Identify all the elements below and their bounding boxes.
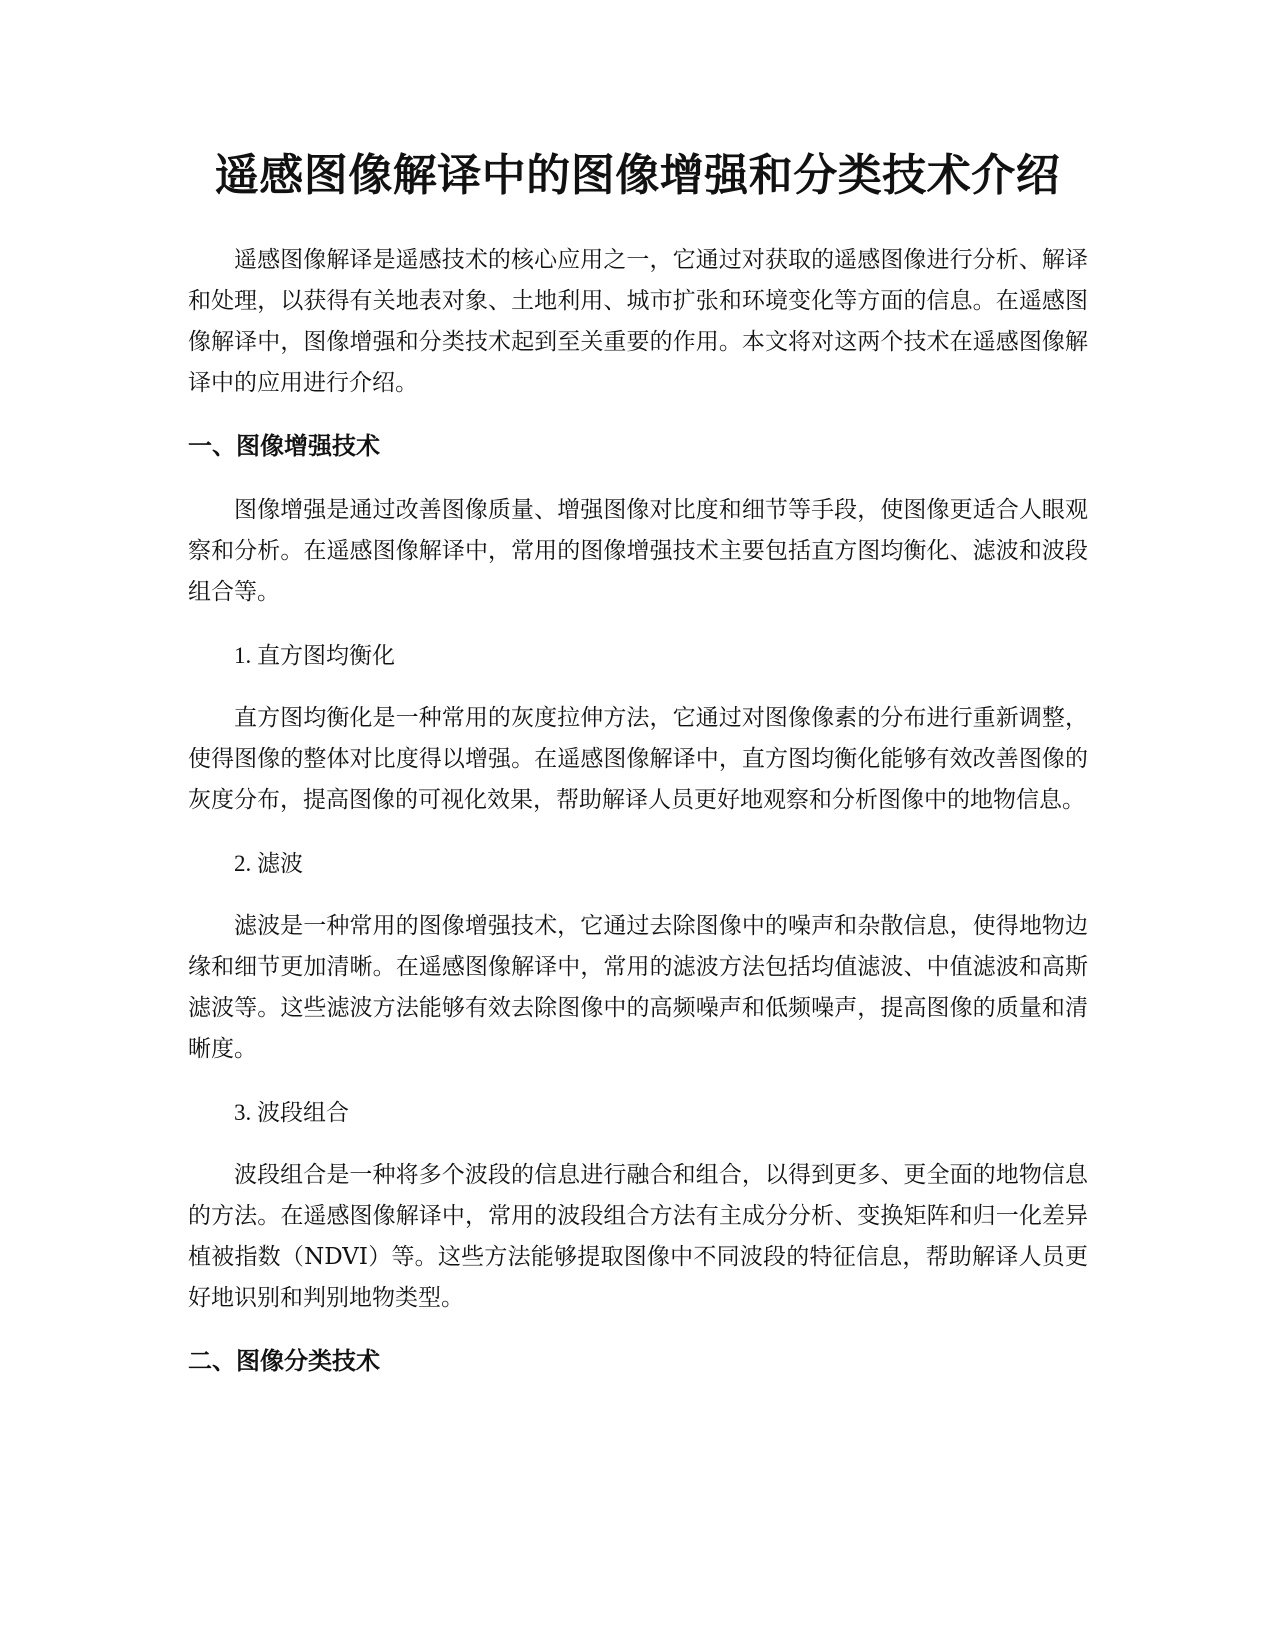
section-heading-image-classification: 二、图像分类技术 (188, 1347, 380, 1375)
section-heading-image-enhancement: 一、图像增强技术 (188, 432, 380, 460)
paragraph-histogram-equalization: 直方图均衡化是一种常用的灰度拉伸方法，它通过对图像像素的分布进行重新调整，使得图像的整体对比度得以增强。在遥感图像解译中，直方图均衡化能够有效改善图像的灰度分布，提高图像的可视化效果，帮助解译人员更好地观察和分析图像中的地物信息。 (188, 705, 1088, 813)
document-title: 遥感图像解译中的图像增强和分类技术介绍 (214, 150, 1061, 201)
section1-intro-paragraph: 图像增强是通过改善图像质量、增强图像对比度和细节等手段，使图像更适合人眼观察和分析。在遥感图像解译中，常用的图像增强技术主要包括直方图均衡化、滤波和波段组合等。 (188, 497, 1088, 605)
paragraph-filtering: 滤波是一种常用的图像增强技术，它通过去除图像中的噪声和杂散信息，使得地物边缘和细节更加清晰。在遥感图像解译中，常用的滤波方法包括均值滤波、中值滤波和高斯滤波等。这些滤波方法能够有效去除图像中的高频噪声和低频噪声，提高图像的质量和清晰度。 (188, 913, 1088, 1062)
document-body (188, 240, 1088, 1405)
subheading-filtering: 2. 滤波 (234, 851, 303, 876)
paragraph-band-combination: 波段组合是一种将多个波段的信息进行融合和组合，以得到更多、更全面的地物信息的方法。在遥感图像解译中，常用的波段组合方法有主成分分析、变换矩阵和归一化差异植被指数（NDVI）等。这些方法能够提取图像中不同波段的特征信息，帮助解译人员更好地识别和判别地物类型。 (188, 1162, 1088, 1311)
subheading-histogram-equalization: 1. 直方图均衡化 (234, 643, 395, 668)
intro-paragraph: 遥感图像解译是遥感技术的核心应用之一，它通过对获取的遥感图像进行分析、解译和处理，以获得有关地表对象、土地利用、城市扩张和环境变化等方面的信息。在遥感图像解译中，图像增强和分类技术起到至关重要的作用。本文将对这两个技术在遥感图像解译中的应用进行介绍。 (188, 247, 1088, 396)
subheading-band-combination: 3. 波段组合 (234, 1100, 349, 1125)
